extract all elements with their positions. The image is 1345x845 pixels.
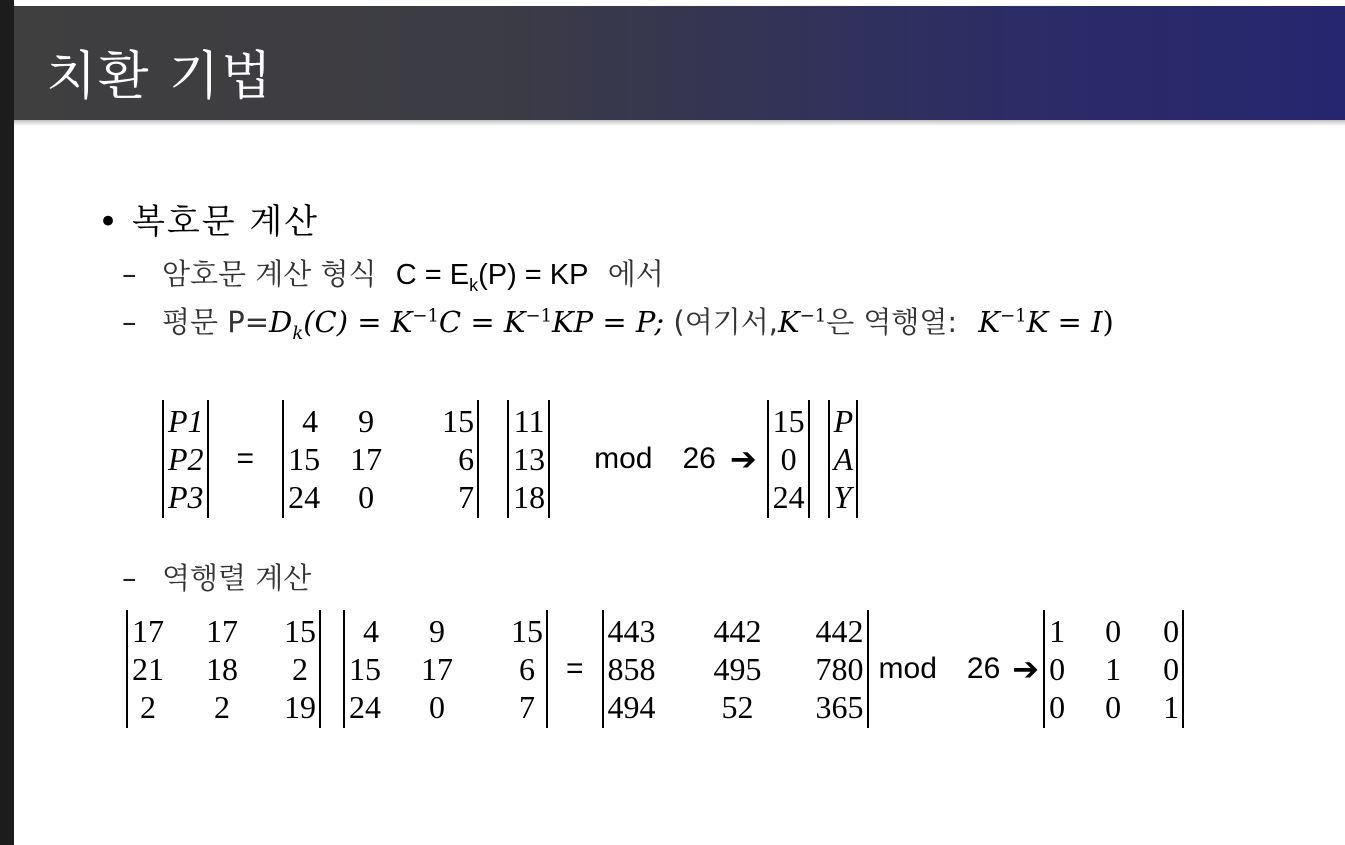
matrix-cell: 2 xyxy=(214,689,230,725)
matrix-cell: 13 xyxy=(513,441,546,477)
sub-item-plaintext-formula xyxy=(122,300,1114,344)
bullet-heading xyxy=(98,194,319,243)
decryption-equation xyxy=(162,400,858,518)
result-vector xyxy=(767,400,810,518)
matrix-column xyxy=(513,402,545,516)
note-open: (여기서, xyxy=(673,305,778,339)
matrix-cell: 0 xyxy=(1163,651,1180,687)
matrix-cell: 6 xyxy=(458,441,475,477)
matrix-cell: 9 xyxy=(429,613,445,649)
matrix-cell: 17 xyxy=(206,613,238,649)
matrix-cell: 4 xyxy=(363,613,379,649)
matrix-cell: 15 xyxy=(349,651,381,687)
matrix-cell: 17 xyxy=(350,441,383,477)
title-bar xyxy=(14,6,1345,120)
bullet-icon: • xyxy=(98,202,121,242)
matrix-cell: 21 xyxy=(132,651,164,687)
sub-item-label: 평문 P= xyxy=(162,305,270,339)
matrix-cell: A xyxy=(833,441,854,477)
slide-title: 치환 기법 xyxy=(46,47,274,107)
matrix-cell: 442 xyxy=(713,613,762,649)
matrix-column xyxy=(773,402,805,516)
matrix-cell: 0 xyxy=(1049,651,1066,687)
matrix-cell: 11 xyxy=(513,403,545,439)
ciphertext-vector xyxy=(507,400,550,518)
inverse-check-equation xyxy=(126,610,1184,728)
mod-value: 26 xyxy=(682,442,716,475)
math-symbol: K xyxy=(978,305,1001,339)
sub-item-label: 역행렬 계산 xyxy=(162,561,312,595)
formula-part: (P) = KP xyxy=(478,259,589,291)
matrix-column xyxy=(336,402,396,516)
sub-item-inverse-calc xyxy=(122,556,311,597)
matrix-cell: P3 xyxy=(168,479,204,515)
matrix-cell: 15 xyxy=(284,613,316,649)
equals-sign: = xyxy=(236,442,255,475)
math-symbol: K xyxy=(777,305,800,339)
matrix-column xyxy=(1049,612,1105,726)
matrix-column xyxy=(469,612,543,726)
matrix-cell: P xyxy=(833,403,854,439)
matrix-column xyxy=(396,402,474,516)
matrix-cell: 15 xyxy=(288,441,321,477)
matrix-cell: 858 xyxy=(607,651,656,687)
matrix-cell: 15 xyxy=(772,403,805,439)
matrix-cell: 1 xyxy=(1049,613,1066,649)
matrix-cell: 0 xyxy=(1163,613,1180,649)
matrix-cell: 17 xyxy=(132,613,164,649)
matrix-cell: 9 xyxy=(358,403,375,439)
mod-label: mod xyxy=(594,442,653,475)
matrix-cell: 2 xyxy=(292,651,308,687)
plaintext-vector xyxy=(162,400,209,518)
note-text: 은 역행열: xyxy=(826,305,958,339)
product-matrix xyxy=(602,610,869,728)
dash-icon: – xyxy=(122,305,137,339)
mod-label: mod xyxy=(878,652,937,685)
math-superscript: −1 xyxy=(525,305,553,327)
encryption-formula xyxy=(395,259,589,295)
matrix-column xyxy=(194,612,250,726)
plaintext-letters-vector xyxy=(828,400,859,518)
matrix-column xyxy=(834,402,854,516)
matrix-column xyxy=(696,612,780,726)
matrix-cell: P2 xyxy=(168,441,204,477)
sub-item-label: 암호문 계산 형식 xyxy=(162,257,377,291)
matrix-cell: 2 xyxy=(140,689,156,725)
matrix-cell: 0 xyxy=(1049,689,1066,725)
formula-subscript: k xyxy=(469,274,479,295)
matrix-column xyxy=(168,402,204,516)
dash-icon: – xyxy=(122,257,137,291)
slide xyxy=(14,0,1345,845)
math-superscript: −1 xyxy=(1000,305,1027,327)
matrix-cell: 6 xyxy=(519,651,535,687)
formula-part: C = E xyxy=(395,259,470,291)
math-subscript: k xyxy=(292,322,304,344)
matrix-cell: 17 xyxy=(421,651,453,687)
matrix-cell: 15 xyxy=(511,613,543,649)
matrix-column xyxy=(405,612,469,726)
matrix-column xyxy=(349,612,405,726)
matrix-cell: 15 xyxy=(442,403,475,439)
equals-sign: = xyxy=(566,652,584,685)
key-matrix xyxy=(282,400,479,518)
matrix-column xyxy=(250,612,316,726)
matrix-cell: 24 xyxy=(772,479,805,515)
matrix-cell: 495 xyxy=(713,651,762,687)
dash-icon: – xyxy=(122,561,137,595)
matrix-cell: 0 xyxy=(1105,613,1122,649)
title-bar-shadow xyxy=(14,120,1345,126)
matrix-column xyxy=(288,402,336,516)
matrix-cell: P1 xyxy=(168,403,204,439)
matrix-cell: 24 xyxy=(288,479,321,515)
matrix-cell: 0 xyxy=(358,479,375,515)
identity-matrix xyxy=(1043,610,1184,728)
matrix-cell: 442 xyxy=(815,613,864,649)
matrix-cell: 7 xyxy=(458,479,475,515)
matrix-cell: 443 xyxy=(607,613,656,649)
matrix-cell: 0 xyxy=(429,689,445,725)
matrix-cell: 780 xyxy=(815,651,864,687)
math-expression: K = I xyxy=(1026,305,1103,339)
matrix-column xyxy=(132,612,194,726)
matrix-cell: 52 xyxy=(721,689,754,725)
matrix-cell: 494 xyxy=(607,689,656,725)
matrix-cell: 1 xyxy=(1105,651,1122,687)
arrow-right-icon: ➔ xyxy=(729,440,757,478)
matrix-cell: Y xyxy=(833,479,852,515)
matrix-column xyxy=(608,612,696,726)
arrow-right-icon: ➔ xyxy=(1012,650,1040,688)
key-matrix xyxy=(343,610,548,728)
math-expression: (C) = K xyxy=(303,305,413,339)
matrix-column xyxy=(1149,612,1179,726)
sub-item-suffix: 에서 xyxy=(607,257,664,291)
matrix-cell: 19 xyxy=(284,689,316,725)
math-expression: KP = P; xyxy=(552,305,665,339)
math-superscript: −1 xyxy=(412,305,439,327)
matrix-cell: 7 xyxy=(519,689,535,725)
matrix-cell: 1 xyxy=(1163,689,1180,725)
math-symbol: D xyxy=(269,305,293,339)
matrix-cell: 4 xyxy=(302,403,319,439)
bullet-heading-text: 복호문 계산 xyxy=(132,202,320,242)
matrix-column xyxy=(780,612,864,726)
matrix-cell: 0 xyxy=(1105,689,1122,725)
matrix-cell: 24 xyxy=(349,689,381,725)
inverse-matrix xyxy=(126,610,321,728)
math-expression: C = K xyxy=(438,305,526,339)
matrix-cell: 18 xyxy=(206,651,238,687)
matrix-cell: 0 xyxy=(780,441,797,477)
note-close: ) xyxy=(1102,305,1114,339)
matrix-cell: 18 xyxy=(513,479,546,515)
matrix-column xyxy=(1105,612,1149,726)
sub-item-ciphertext-format xyxy=(122,252,664,296)
matrix-cell: 365 xyxy=(815,689,864,725)
mod-value: 26 xyxy=(966,652,1001,685)
math-superscript: −1 xyxy=(799,305,827,327)
